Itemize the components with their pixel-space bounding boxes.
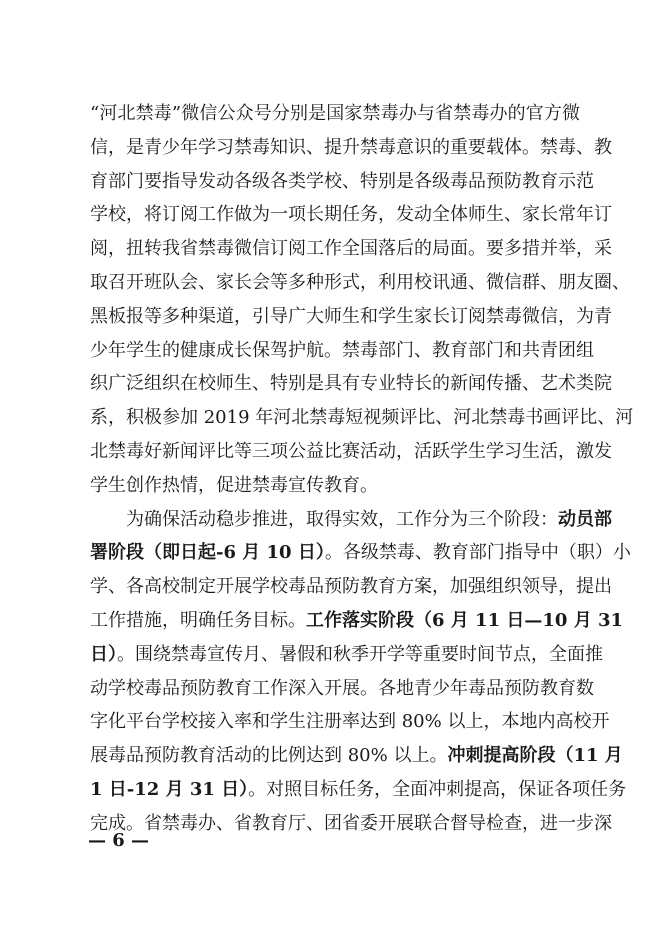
stage-heading-sprint: 冲刺提高阶段（11 月 [447,745,623,767]
paragraph-1-line-11: 北禁毒好新闻评比等三项公益比赛活动，活跃学生学习生活，激发 [90,440,612,462]
paragraph-2-line-2 [90,536,631,570]
paragraph-1-line-6: 取召开班队会、家长会等多种形式，利用校讯通、微信群、朋友圈、 [90,271,630,293]
paragraph-2-line-10: 完成。省禁毒办、省教育厅、团省委开展联合督导检查，进一步深 [90,812,612,834]
paragraph-1-line-8: 少年学生的健康成长保驾护航。禁毒部门、教育部门和共青团组 [90,339,594,361]
paragraph-1-line-9: 织广泛组织在校师生、特别是具有专业特长的新闻传播、艺术类院 [90,373,612,395]
plain-text: 。对照目标任务，全面冲刺提高，保证各项任务 [248,778,627,800]
page-number: — 6 — [88,830,150,851]
stage-heading-mobilize-cont: 署阶段（即日起-6 月 10 日） [90,542,325,564]
stage-heading-sprint-cont: 1 日-12 月 31 日） [90,778,249,800]
paragraph-1-line-4: 学校，将订阅工作做为一项长期任务，发动全体师生、家长常年订 [90,204,612,226]
paragraph-2-line-5 [90,638,603,672]
paragraph-2-line-9 [90,773,627,807]
paragraph-2-line-8 [90,739,623,773]
paragraph-1-line-5: 阅，扭转我省禁毒微信订阅工作全国落后的局面。要多措并举，采 [90,238,612,260]
paragraph-1-line-3: 育部门要指导发动各级各类学校、特别是各级毒品预防教育示范 [90,170,594,192]
paragraph-1-line-12: 学生创作热情，促进禁毒宣传教育。 [90,474,378,496]
plain-text: 。各级禁毒、教育部门指导中（职）小 [324,542,631,564]
plain-text: 工作措施，明确任务目标。 [90,609,306,631]
paragraph-2-line-3: 学、各高校制定开展学校毒品预防教育方案，加强组织领导，提出 [90,576,612,598]
paragraph-2-line-1 [90,503,612,537]
paragraph-1-line-10: 系，积极参加 2019 年河北禁毒短视频评比、河北禁毒书画评比、河 [90,407,634,429]
body-text [90,97,634,841]
plain-text: 展毒品预防教育活动的比例达到 80% 以上。 [90,745,448,767]
paragraph-2-line-6: 动学校毒品预防教育工作深入开展。各地青少年毒品预防教育数 [90,677,594,699]
paragraph-2-line-4 [90,604,624,638]
stage-heading-implement-cont: 日） [90,643,117,665]
paragraph-1-line-7: 黑板报等多种渠道，引导广大师生和学生家长订阅禁毒微信，为青 [90,305,612,327]
paragraph-1-line-1: “河北禁毒”微信公众号分别是国家禁毒办与省禁毒办的官方微 [90,103,580,124]
plain-text: 为确保活动稳步推进，取得实效，工作分为三个阶段： [126,508,558,530]
paragraph-2-line-7: 字化平台学校接入率和学生注册率达到 80% 以上，本地内高校开 [90,711,610,733]
plain-text: 。围绕禁毒宣传月、暑假和秋季开学等重要时间节点，全面推 [117,643,603,665]
paragraph-1-line-2: 信，是青少年学习禁毒知识、提升禁毒意识的重要载体。禁毒、教 [90,136,612,158]
stage-heading-mobilize: 动员部 [558,508,612,530]
stage-heading-implement: 工作落实阶段（6 月 11 日—10 月 31 [306,609,624,631]
